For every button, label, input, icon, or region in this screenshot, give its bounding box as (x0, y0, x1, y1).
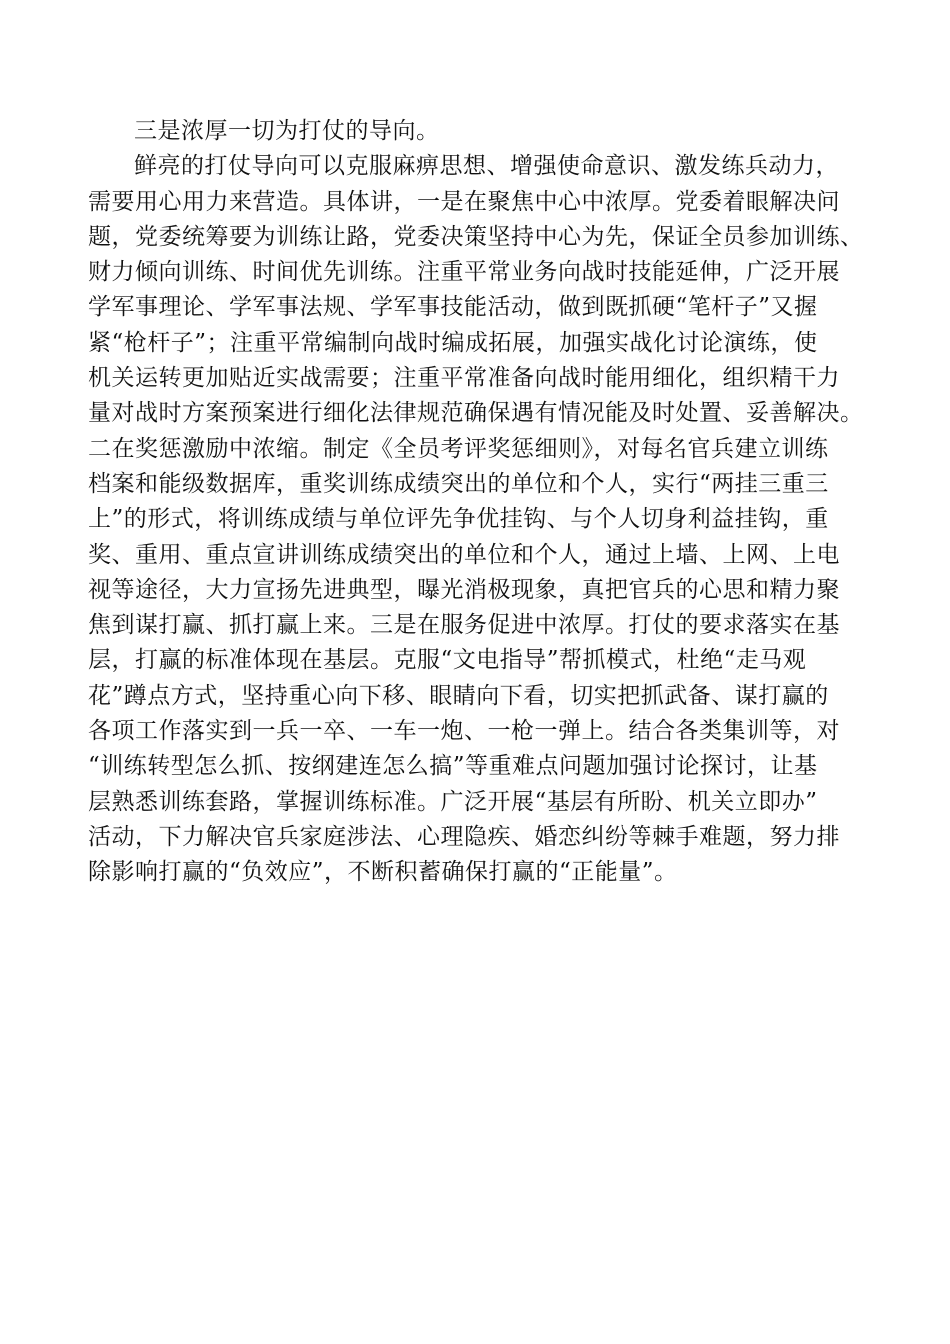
paragraph-line: 财力倾向训练、时间优先训练。注重平常业务向战时技能延伸，广泛开展 (88, 259, 840, 286)
paragraph-line: 活动，下力解决官兵家庭涉法、心理隐疾、婚恋纠纷等棘手难题，努力排 (88, 823, 840, 850)
paragraph-line: 层熟悉训练套路，掌握训练标准。广泛开展“基层有所盼、机关立即办” (88, 788, 818, 815)
paragraph-line: “训练转型怎么抓、按纲建连怎么搞”等重难点问题加强讨论探讨，让基 (88, 753, 818, 780)
paragraph-line: 鲜亮的打仗导向可以克服麻痹思想、增强使命意识、激发练兵动力， (134, 153, 839, 180)
paragraph-line: 上”的形式，将训练成绩与单位评先争优挂钩、与个人切身利益挂钩，重 (88, 506, 829, 533)
paragraph-line: 学军事理论、学军事法规、学军事技能活动，做到既抓硬“笔杆子”又握 (88, 294, 818, 321)
body-text (88, 114, 878, 891)
paragraph-line: 二在奖惩激励中浓缩。制定《全员考评奖惩细则》，对每名官兵建立训练 (88, 435, 829, 462)
paragraph-line: 层，打赢的标准体现在基层。克服“文电指导”帮抓模式，杜绝“走马观 (88, 647, 807, 674)
paragraph-line: 机关运转更加贴近实战需要；注重平常准备向战时能用细化，组织精干力 (88, 365, 840, 392)
paragraph-line: 除影响打赢的“负效应”，不断积蓄确保打赢的“正能量”。 (88, 859, 678, 886)
paragraph-line: 题，党委统筹要为训练让路，党委决策坚持中心为先，保证全员参加训练、 (88, 223, 864, 250)
paragraph-line: 需要用心用力来营造。具体讲，一是在聚焦中心中浓厚。党委着眼解决问 (88, 188, 840, 215)
paragraph-line: 量对战时方案预案进行细化法律规范确保遇有情况能及时处置、妥善解决。 (88, 400, 864, 427)
paragraph-line: 紧“枪杆子”；注重平常编制向战时编成拓展，加强实战化讨论演练，使 (88, 329, 818, 356)
paragraph-line: 视等途径，大力宣扬先进典型，曝光消极现象，真把官兵的心思和精力聚 (88, 576, 840, 603)
paragraph-line: 花”蹲点方式，坚持重心向下移、眼睛向下看，切实把抓武备、谋打赢的 (88, 682, 829, 709)
paragraph-line: 奖、重用、重点宣讲训练成绩突出的单位和个人，通过上墙、上网、上电 (88, 541, 840, 568)
heading-line: 三是浓厚一切为打仗的导向。 (134, 118, 440, 144)
paragraph-line: 各项工作落实到一兵一卒、一车一炮、一枪一弹上。结合各类集训等，对 (88, 718, 840, 745)
paragraph-line: 档案和能级数据库，重奖训练成绩突出的单位和个人，实行“两挂三重三 (88, 470, 829, 497)
paragraph-line: 焦到谋打赢、抓打赢上来。三是在服务促进中浓厚。打仗的要求落实在基 (88, 612, 840, 639)
